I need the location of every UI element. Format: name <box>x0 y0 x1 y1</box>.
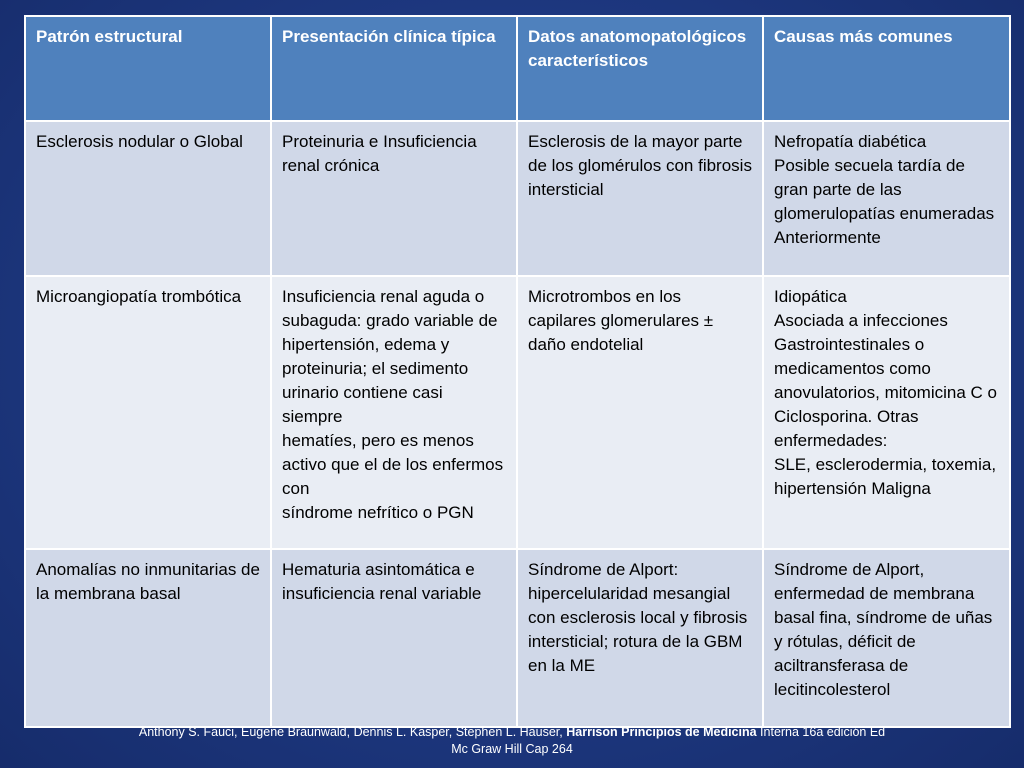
table-cell <box>517 549 763 727</box>
source-citation <box>0 724 1024 758</box>
header-structural-pattern: Patrón estructural <box>25 16 271 121</box>
table-cell <box>517 276 763 549</box>
table-cell <box>25 549 271 727</box>
table-cell <box>517 121 763 276</box>
citation-publisher: Mc Graw Hill Cap 264 <box>451 742 573 756</box>
table-cell <box>271 549 517 727</box>
table-cell <box>763 276 1010 549</box>
cell-line: Microangiopatía trombótica <box>36 287 242 306</box>
table-cell <box>271 121 517 276</box>
table-cell <box>763 121 1010 276</box>
table-row <box>25 549 1010 727</box>
table-row <box>25 121 1010 276</box>
cell-line: Posible secuela tardía de gran parte de las glomerulopatías enumeradas <box>774 156 995 223</box>
cell-line: hematíes, pero es menos activo que el de los enfermos con <box>282 431 504 498</box>
header-pathology-findings: Datos anatomopatológicos característicos <box>517 16 763 121</box>
table-cell <box>25 121 271 276</box>
citation-book-title: Harrison Principios de Medicina <box>566 725 757 739</box>
cell-line: Síndrome de Alport: hipercelularidad mesangial con esclerosis local y fibrosis intersticial; rotura de la GBM en la ME <box>528 560 748 675</box>
cell-line: síndrome nefrítico o PGN <box>282 503 474 522</box>
table-row <box>25 276 1010 549</box>
cell-line: Síndrome de Alport, enfermedad de membrana basal fina, síndrome de uñas y rótulas, déficit de aciltransferasa de lecitincolesterol <box>774 560 993 699</box>
table-cell <box>271 276 517 549</box>
cell-line: SLE, esclerodermia, toxemia, hipertensión Maligna <box>774 455 997 498</box>
cell-line: Anteriormente <box>774 228 881 247</box>
cell-line: Insuficiencia renal aguda o subaguda: grado variable de hipertensión, edema y proteinuria; el sedimento urinario contiene casi siempre <box>282 287 498 426</box>
cell-line: Idiopática <box>774 287 847 306</box>
cell-line: Esclerosis de la mayor parte de los glomérulos con fibrosis intersticial <box>528 132 752 199</box>
table-cell <box>763 549 1010 727</box>
citation-edition: Interna 16a edición Ed <box>760 725 886 739</box>
table-header-row <box>25 16 1010 121</box>
cell-line: Microtrombos en los capilares glomerulares ± daño endotelial <box>528 287 714 354</box>
pathology-table <box>24 15 1011 728</box>
header-clinical-presentation: Presentación clínica típica <box>271 16 517 121</box>
cell-line: Asociada a infecciones Gastrointestinales o medicamentos como anovulatorios, mitomicina C o Ciclosporina. Otras enfermedades: <box>774 311 997 450</box>
cell-line: Proteinuria e Insuficiencia renal crónica <box>282 132 477 175</box>
citation-authors: Anthony S. Fauci, Eugene Braunwald, Dennis L. Kasper, Stephen L. Hauser, <box>138 725 563 739</box>
header-common-causes: Causas más comunes <box>763 16 1010 121</box>
cell-line: Hematuria asintomática e insuficiencia renal variable <box>282 560 482 603</box>
cell-line: Esclerosis nodular o Global <box>36 132 243 151</box>
cell-line: Anomalías no inmunitarias de la membrana basal <box>36 560 260 603</box>
table-cell <box>25 276 271 549</box>
cell-line: Nefropatía diabética <box>774 132 927 151</box>
